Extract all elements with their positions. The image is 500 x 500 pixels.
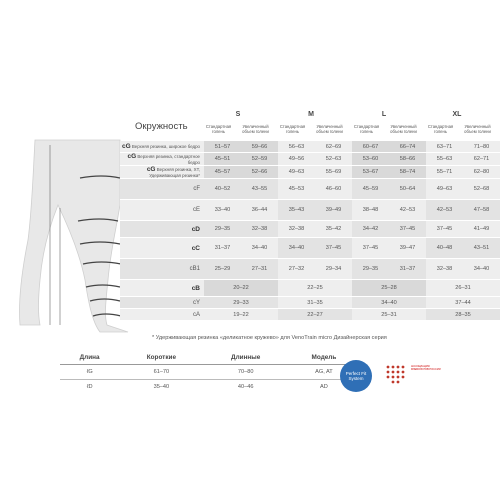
table-row [120,166,500,179]
logo-text: АССОЦИАЦИЯ ФЛЕБОЛОГОВ РОССИИ [411,365,441,372]
subheader-standard: Стандартная голень [427,124,454,134]
subheader-enlarged: Увеличенный объем голени [390,124,417,134]
table-cell: ℓD [86,384,93,390]
table-cell: 49–56 [278,153,315,166]
table-cell: 40–46 [237,384,254,390]
table-cell: 25–28 [352,280,426,297]
table-row [120,141,500,153]
table-cell: 49–63 [278,166,315,179]
size-table [120,141,500,321]
table-row [60,380,360,395]
table-cell: 51–57 [204,141,241,153]
table-cell: 36–44 [241,200,278,221]
row-label: cC [120,238,204,259]
row-label: cF [120,179,204,200]
subheader-enlarged: Увеличенный объем голени [316,124,343,134]
table-cell: 25–31 [352,309,426,321]
size-m: M [308,111,314,118]
circumference-title: Окружность [135,121,188,132]
table-cell: 62–80 [463,166,500,179]
dot-grid-icon [384,363,410,389]
phlebology-association-logo [384,363,444,393]
table-cell: 71–80 [463,141,500,153]
table-cell: 45–53 [278,179,315,200]
table-cell: 45–57 [204,166,241,179]
table-cell: 31–37 [389,259,426,280]
table-cell: 55–63 [426,153,463,166]
table-cell: ℓG [60,365,119,380]
table-cell: 53–67 [352,166,389,179]
table-cell: 52–66 [241,166,278,179]
table-cell: 58–74 [389,166,426,179]
subheader-enlarged: Увеличенный объем голени [242,124,269,134]
row-label: cA [120,309,204,321]
table-cell: 43–51 [463,238,500,259]
table-cell: 47–58 [463,200,500,221]
table-cell: 56–63 [278,141,315,153]
table-cell: 34–40 [463,259,500,280]
table-cell: 42–53 [426,200,463,221]
table-cell: 38–48 [352,200,389,221]
size-l: L [381,111,387,118]
table-cell: 59–66 [241,141,278,153]
size-xl: XL [452,111,462,118]
table-cell: 39–49 [315,200,352,221]
table-cell: 58–66 [389,153,426,166]
header-length: Длина [60,350,119,365]
table-cell: 66–74 [389,141,426,153]
row-label: cG Верхняя резинка, широкое бедро [120,141,204,153]
table-cell: AG, AT [288,365,360,380]
header-short: Короткие [119,350,203,365]
table-cell: 31–35 [278,297,352,309]
row-label: cB [120,280,204,297]
table-cell: 49–63 [426,179,463,200]
table-cell: 62–69 [315,141,352,153]
table-cell: 43–55 [241,179,278,200]
table-cell: 37–45 [426,221,463,238]
table-cell: 35–43 [278,200,315,221]
table-cell: 35–42 [315,221,352,238]
table-row [120,309,500,321]
subheader-row [200,124,500,140]
table-row [60,365,360,380]
table-cell: 22–25 [278,280,352,297]
table-cell: AD [320,384,328,390]
table-cell: 62–71 [463,153,500,166]
table-cell: 37–45 [315,238,352,259]
size-s: S [235,111,241,118]
table-cell: 32–38 [241,221,278,238]
table-cell: 20–22 [204,280,278,297]
table-cell: 41–49 [463,221,500,238]
table-row [120,238,500,259]
table-cell: 52–59 [241,153,278,166]
row-label: cG Верхняя резинка, ХТ, Удерживающая резинка* [120,166,204,179]
table-cell: 53–60 [352,153,389,166]
row-label: cG Верхняя резинка, стандартное бедро [120,153,204,166]
table-cell: 37–45 [352,238,389,259]
table-cell: 70–80 [204,365,288,380]
table-row [120,280,500,297]
table-cell: 37–45 [389,221,426,238]
table-cell: 34–40 [352,297,426,309]
table-cell: 29–34 [315,259,352,280]
table-row [120,259,500,280]
subheader-standard: Стандартная голень [353,124,380,134]
subheader-enlarged: Увеличенный объем голени [464,124,491,134]
row-label: cY [120,297,204,309]
table-header-row [60,350,360,365]
table-cell: 34–42 [352,221,389,238]
table-cell: 63–71 [426,141,463,153]
table-cell: 27–32 [278,259,315,280]
table-cell: 40–52 [204,179,241,200]
table-cell: 25–29 [204,259,241,280]
table-cell: 37–44 [426,297,500,309]
table-cell: 39–47 [389,238,426,259]
length-table [60,350,360,394]
row-label: cE [120,200,204,221]
table-cell: 46–60 [315,179,352,200]
table-cell: 28–35 [426,309,500,321]
size-header [200,111,500,121]
table-cell: 50–64 [389,179,426,200]
table-row [120,153,500,166]
table-cell: 32–38 [278,221,315,238]
footnote: * Удерживающая резинка «деликатное кружево» для VenoTrain micro Дизайнерская серия [152,335,387,341]
table-cell: 34–40 [278,238,315,259]
table-cell: 22–27 [278,309,352,321]
table-row [120,200,500,221]
header-long: Длинные [204,350,288,365]
subheader-standard: Стандартная голень [279,124,306,134]
table-cell: 35–40 [153,384,170,390]
table-row [120,297,500,309]
table-cell: 45–59 [352,179,389,200]
table-cell: 26–31 [426,280,500,297]
table-cell: 52–68 [463,179,500,200]
table-cell: 33–40 [204,200,241,221]
table-cell: 61–70 [119,365,203,380]
table-row [120,221,500,238]
table-cell: 29–33 [204,297,278,309]
table-cell: 32–38 [426,259,463,280]
row-label: cB1 [120,259,204,280]
table-cell: 60–67 [352,141,389,153]
row-label: cD [120,221,204,238]
subheader-standard: Стандартная голень [205,124,232,134]
table-cell: 31–37 [204,238,241,259]
table-cell: 45–51 [204,153,241,166]
table-row [120,179,500,200]
table-cell: 55–71 [426,166,463,179]
table-cell: 40–48 [426,238,463,259]
table-cell: 52–63 [315,153,352,166]
table-cell: 29–35 [204,221,241,238]
table-cell: 55–69 [315,166,352,179]
table-cell: 34–40 [241,238,278,259]
perfect-fit-badge: Perfect Fit System [340,360,372,392]
header-model: Модель [288,350,360,365]
table-cell: 27–31 [241,259,278,280]
table-cell: 29–35 [352,259,389,280]
table-cell: 42–53 [389,200,426,221]
table-cell: 19–22 [204,309,278,321]
